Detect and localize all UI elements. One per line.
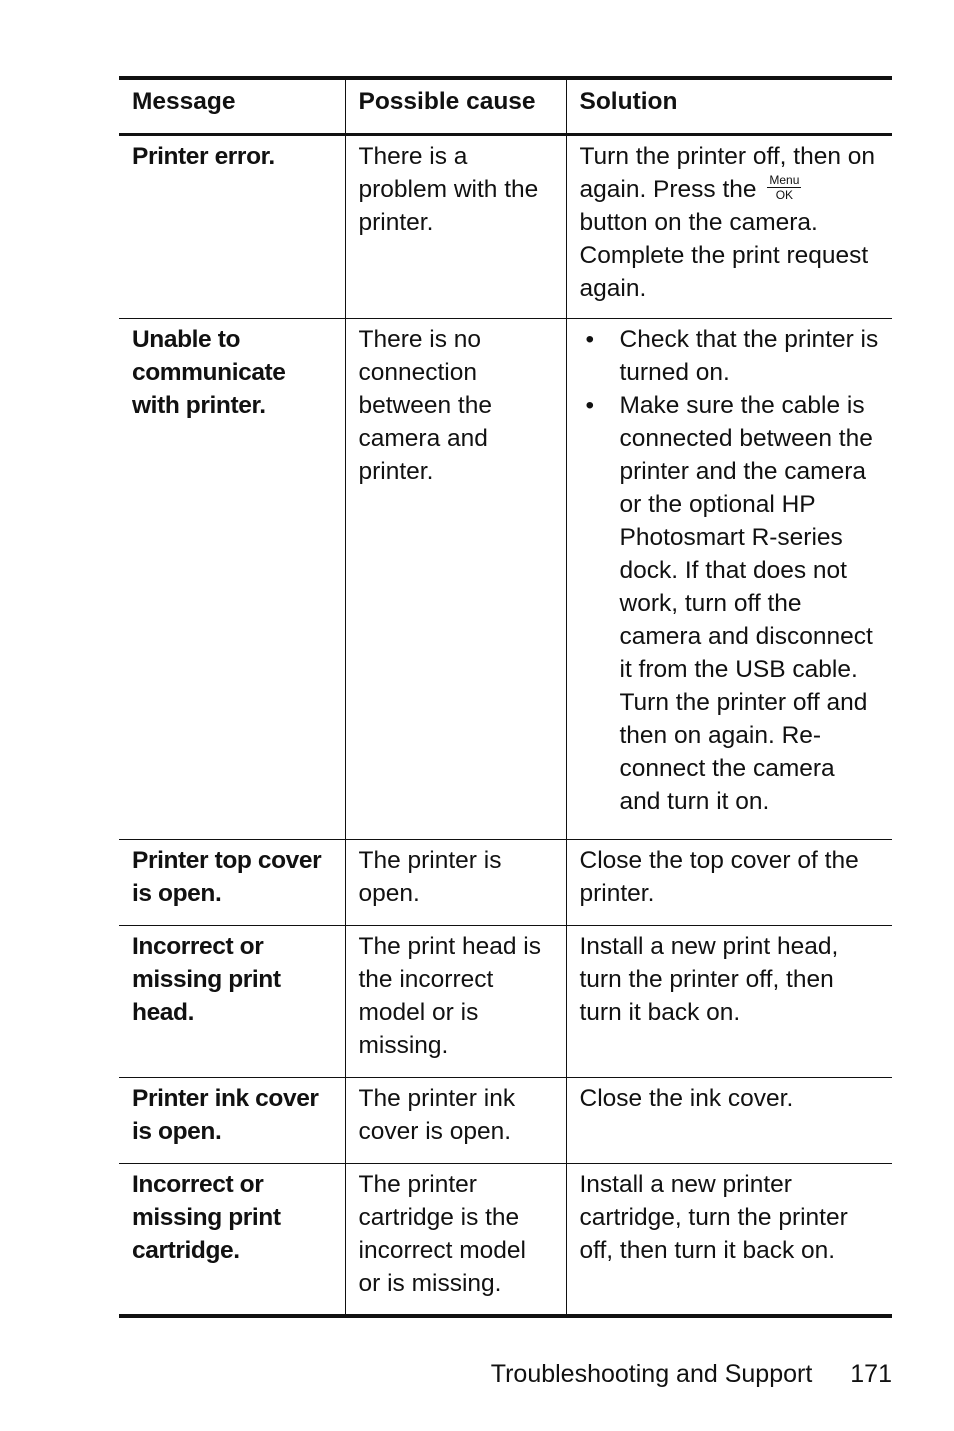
cause-cell: There is a problem with the printer. <box>345 135 566 319</box>
table-row <box>119 1164 892 1316</box>
solution-cell: Install a new print head, turn the printer off, then turn it back on. <box>566 926 892 1078</box>
page-footer <box>470 1356 892 1392</box>
solution-cell: Close the top cover of the printer. <box>566 840 892 926</box>
solution-cell: Close the ink cover. <box>566 1078 892 1164</box>
footer-section-title: Troubleshooting and Support <box>490 1360 813 1388</box>
solution-cell <box>566 319 892 840</box>
page-number: 171 <box>850 1360 892 1388</box>
cause-cell: The printer cartridge is the incorrect model or is missing. <box>345 1164 566 1316</box>
header-possible-cause: Possible cause <box>345 78 566 135</box>
table-row <box>119 135 892 319</box>
table-row <box>119 926 892 1078</box>
table-row <box>119 319 892 840</box>
list-item <box>580 389 881 818</box>
bullet-icon: • <box>585 326 595 353</box>
table-header-row <box>119 78 892 135</box>
cause-cell: There is no connection between the camera and printer. <box>345 319 566 840</box>
message-cell: Incorrect or missing print head. <box>119 926 345 1078</box>
message-cell: Printer error. <box>119 135 345 319</box>
menu-ok-button-icon <box>767 174 801 201</box>
cause-cell: The print head is the incorrect model or is missing. <box>345 926 566 1078</box>
message-cell: Printer ink cover is open. <box>119 1078 345 1164</box>
cause-cell: The printer is open. <box>345 840 566 926</box>
bullet-icon: • <box>585 392 595 419</box>
solution-cell: Install a new printer cartridge, turn the printer off, then turn it back on. <box>566 1164 892 1316</box>
menu-label: Menu <box>769 173 800 188</box>
solution-text: button on the camera. Complete the print request again. <box>579 209 869 302</box>
cause-cell: The printer ink cover is open. <box>345 1078 566 1164</box>
list-item <box>580 323 881 389</box>
error-message-table <box>119 76 892 1318</box>
table-row <box>119 840 892 926</box>
bullet-text: Make sure the cable is connected between the printer and the camera or the optional HP Photosmart R-series dock. If that does not work, turn off the camera and disconnect it from the USB cable. Turn the printer off and then on again. Re-connect the camera and turn it on. <box>619 392 873 815</box>
solution-cell <box>566 135 892 319</box>
message-cell: Printer top cover is open. <box>119 840 345 926</box>
solution-text: Turn the printer off, then on again. Press the <box>579 143 876 203</box>
solution-bullet-list <box>580 323 881 818</box>
table-row <box>119 1078 892 1164</box>
ok-label: OK <box>775 188 794 203</box>
message-cell: Incorrect or missing print cartridge. <box>119 1164 345 1316</box>
message-cell: Unable to communicate with printer. <box>119 319 345 840</box>
bullet-text: Check that the printer is turned on. <box>619 326 879 386</box>
header-message: Message <box>119 78 345 135</box>
header-solution: Solution <box>566 78 892 135</box>
